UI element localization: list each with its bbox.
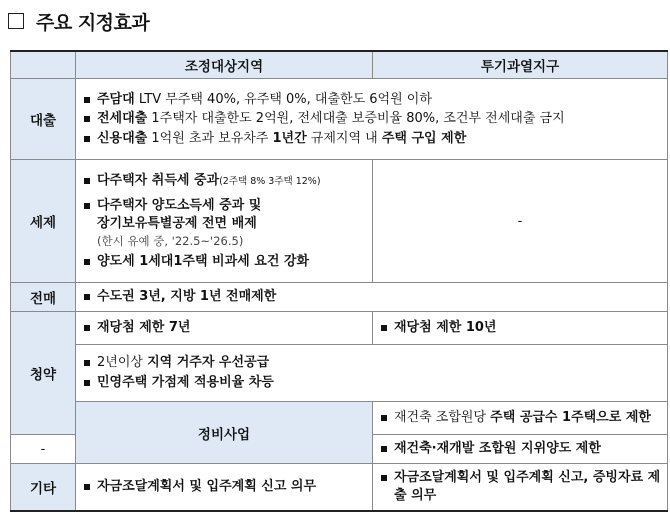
bullet-icon [84, 259, 90, 265]
category-maintenance: 정비사업 [76, 402, 373, 464]
maintenance-item-supply: 재건축 조합원당 주택 공급수 1주택으로 제한 [381, 409, 663, 427]
header-adjustment-area: 조정대상지역 [76, 51, 373, 79]
bullet-icon [84, 484, 90, 490]
tax-item-exemption: 양도세 1세대1주택 비과세 요건 강화 [84, 253, 368, 271]
bullet-icon [84, 116, 90, 122]
loan-item-mortgage: 주담대 LTV 무주택 40%, 유주택 0%, 대출한도 6억원 이하 [84, 91, 663, 109]
bullet-icon [84, 203, 90, 209]
page-title [8, 6, 149, 36]
bullet-icon [381, 446, 387, 452]
subscription-common [76, 345, 668, 402]
maintenance-overheat-2 [373, 435, 668, 464]
subscription-item-rewin10: 재당첨 제한 10년 [381, 319, 663, 337]
category-loan: 대출 [11, 79, 76, 160]
tax-note: (한시 유예 중, '22.5~'26.5) [97, 234, 244, 249]
row-tax [11, 160, 668, 283]
tax-area-content [76, 160, 373, 283]
bullet-icon [381, 475, 387, 481]
etc-area [76, 464, 373, 512]
maintenance-area-2: - [11, 435, 76, 464]
checkbox-square-icon [8, 13, 24, 29]
bullet-icon [381, 325, 387, 331]
etc-item-overheat: 자금조달계획서 및 입주계획 신고, 증빙자료 제출 의무 [381, 469, 663, 504]
table-header-row [11, 51, 668, 79]
category-etc: 기타 [11, 464, 76, 512]
bullet-icon [381, 415, 387, 421]
loan-item-jeonse: 전세대출 1주택자 대출한도 2억원, 전세대출 보증비율 80%, 조건부 전세대출 금지 [84, 110, 663, 128]
tax-item-acquisition: 다주택자 취득세 중과(2주택 8% 3주택 12%) [84, 172, 368, 190]
row-maintenance-1 [11, 402, 668, 435]
row-subscription-2 [11, 345, 668, 402]
row-etc [11, 464, 668, 512]
category-tax: 세제 [11, 160, 76, 283]
loan-content [76, 79, 668, 160]
row-loan [11, 79, 668, 160]
page-title-text: 주요 지정효과 [36, 11, 150, 34]
bullet-icon [84, 178, 90, 184]
header-overheat-district: 투기과열지구 [373, 51, 668, 79]
subscription-item-residency: 2년이상 지역 거주자 우선공급 [84, 354, 663, 372]
resale-content [76, 283, 668, 312]
bullet-icon [84, 360, 90, 366]
maintenance-item-transfer: 재건축·재개발 조합원 지위양도 제한 [381, 440, 663, 458]
loan-item-credit: 신용대출 1억원 초과 보유차주 1년간 규제지역 내 주택 구입 제한 [84, 130, 663, 148]
header-empty-cell [11, 51, 76, 79]
bullet-icon [84, 325, 90, 331]
bullet-icon [84, 380, 90, 386]
bullet-icon [84, 294, 90, 300]
bullet-icon [84, 97, 90, 103]
subscription-overheat-1 [373, 312, 668, 345]
tax-overheat-content: - [373, 160, 668, 283]
row-resale [11, 283, 668, 312]
etc-overheat [373, 464, 668, 512]
maintenance-common [373, 402, 668, 435]
bullet-icon [84, 136, 90, 142]
subscription-item-points: 민영주택 가점제 적용비율 차등 [84, 374, 663, 392]
category-subscription: 청약 [11, 312, 76, 435]
subscription-item-rewin7: 재당첨 제한 7년 [84, 319, 368, 337]
subscription-area-1 [76, 312, 373, 345]
policy-effects-table [10, 50, 668, 512]
tax-item-transfer: 다주택자 양도소득세 중과 및 장기보유특별공제 전면 배제 [84, 197, 368, 232]
resale-item: 수도권 3년, 지방 1년 전매제한 [84, 288, 663, 306]
category-resale: 전매 [11, 283, 76, 312]
row-subscription-1 [11, 312, 668, 345]
etc-item-area: 자금조달계획서 및 입주계획 신고 의무 [84, 478, 368, 496]
